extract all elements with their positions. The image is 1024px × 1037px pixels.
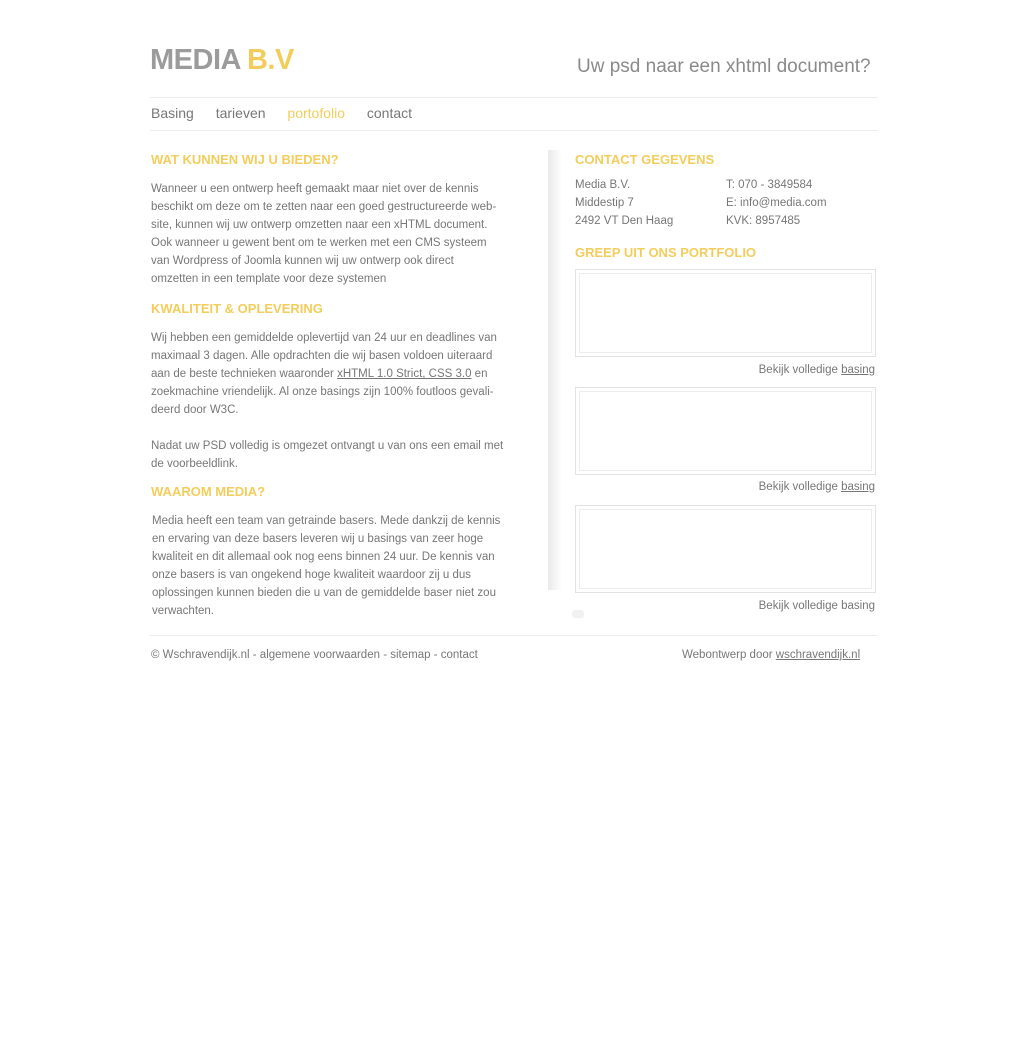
column-shadow <box>548 150 562 590</box>
nav-divider <box>150 130 878 131</box>
credit-label: Webontwerp door <box>682 649 776 661</box>
contact-kvk: KVK: 8957485 <box>726 215 801 227</box>
contact-row <box>575 212 827 230</box>
section2-text-b: en <box>471 368 488 380</box>
decorative-dot <box>572 610 584 618</box>
section2-line: deerd door W3C. <box>151 404 239 416</box>
logo[interactable] <box>150 44 294 77</box>
main-nav <box>151 105 430 121</box>
section2-line: Nadat uw PSD volledig is omgezet ontvangt u van ons een email met <box>151 440 504 452</box>
section2-line <box>151 365 503 383</box>
view-basing-link[interactable]: basing <box>841 481 875 493</box>
logo-part1: MEDIA <box>150 44 241 76</box>
portfolio-thumbnail[interactable] <box>575 387 876 475</box>
contact-phone: T: 070 - 3849584 <box>726 179 813 191</box>
section2-line: Wij hebben een gemiddelde oplevertijd van 24 uur en deadlines van <box>151 332 497 344</box>
section1-line: Ook wanneer u gewent bent om te werken met een CMS systeem <box>151 237 487 249</box>
section2-title: KWALITEIT & OPLEVERING <box>151 301 323 316</box>
section2-line: zoekmachine vriendelijk. Al onze basings zijn 100% foutloos gevali- <box>151 386 494 398</box>
section1-line: site, kunnen wij uw ontwerp omzetten naar een xHTML document. <box>151 219 488 231</box>
standards-link[interactable]: xHTML 1.0 Strict, CSS 3.0 <box>337 368 472 380</box>
contact-row <box>575 176 827 194</box>
section2-text-a: aan de beste technieken waaronder <box>151 368 338 380</box>
contact-city: 2492 VT Den Haag <box>575 215 674 227</box>
nav-tarieven[interactable]: tarieven <box>215 105 266 121</box>
section2-text <box>151 329 503 473</box>
section3-text <box>152 512 500 620</box>
view-label: Bekijk volledige <box>758 600 842 612</box>
portfolio-view-row <box>575 364 875 376</box>
section3-line: Media heeft een team van getrainde basers. Mede dankzij de kennis <box>152 515 501 527</box>
section2-line: maximaal 3 dagen. Alle opdrachten die wij basen voldoen uiteraard <box>151 350 493 362</box>
section1-line: van Wordpress of Joomla kunnen wij uw ontwerp ook direct <box>151 255 454 267</box>
section1-line: beschikt om deze om te zetten naar een goed gestructureerde web- <box>151 201 497 213</box>
portfolio-title: GREEP UIT ONS PORTFOLIO <box>575 245 757 260</box>
logo-part2: B.V <box>246 44 294 76</box>
spacer <box>151 419 503 437</box>
header-divider <box>150 97 878 98</box>
contact-title: CONTACT GEGEVENS <box>575 152 715 167</box>
portfolio-view-row <box>575 481 875 493</box>
contact-row <box>575 194 827 212</box>
section3-line: verwachten. <box>152 605 215 617</box>
section3-title: WAAROM MEDIA? <box>151 484 266 499</box>
contact-details <box>575 176 827 230</box>
nav-basing[interactable]: Basing <box>151 105 194 121</box>
footer-links[interactable]: © Wschravendijk.nl - algemene voorwaarden - sitemap - contact <box>151 649 478 661</box>
section3-line: en ervaring van deze basers leveren wij u basings van zeer hoge <box>152 533 484 545</box>
section1-line: omzetten in een template voor deze systemen <box>151 273 387 285</box>
contact-company: Media B.V. <box>575 179 631 191</box>
section1-text <box>151 180 496 288</box>
section1-line: Wanneer u een ontwerp heeft gemaakt maar niet over de kennis <box>151 183 479 195</box>
section3-line: kwaliteit en dit allemaal ook nog eens binnen 24 uur. De kennis van <box>152 551 495 563</box>
portfolio-thumbnail[interactable] <box>575 505 876 593</box>
portfolio-thumbnail[interactable] <box>575 269 876 357</box>
section2-line: de voorbeeldlink. <box>151 458 238 470</box>
section1-title: WAT KUNNEN WIJ U BIEDEN? <box>151 152 339 167</box>
section3-line: onze basers is van ongekend hoge kwaliteit waardoor zij u dus <box>152 569 471 581</box>
contact-email[interactable]: E: info@media.com <box>726 197 827 209</box>
view-basing-link[interactable]: basing <box>841 600 875 612</box>
nav-portofolio[interactable]: portofolio <box>287 105 345 121</box>
view-label: Bekijk volledige <box>758 364 842 376</box>
view-basing-link[interactable]: basing <box>841 364 875 376</box>
portfolio-view-row <box>575 600 875 612</box>
nav-contact[interactable]: contact <box>366 105 413 121</box>
section3-line: oplossingen kunnen bieden die u van de gemiddelde baser niet zou <box>152 587 496 599</box>
footer-credit <box>682 649 860 661</box>
view-label: Bekijk volledige <box>758 481 842 493</box>
contact-street: Middestip 7 <box>575 197 634 209</box>
footer-divider <box>150 635 878 636</box>
tagline: Uw psd naar een xhtml document? <box>577 56 871 77</box>
credit-link[interactable]: wschravendijk.nl <box>775 649 861 661</box>
